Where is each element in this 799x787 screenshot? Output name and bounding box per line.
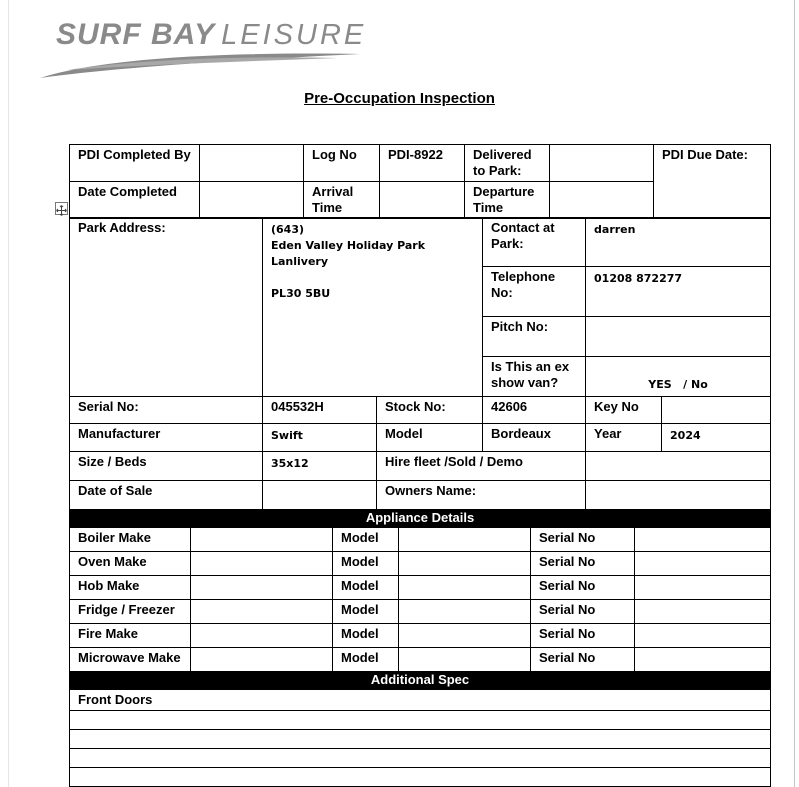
appliance-model-field[interactable] [399, 528, 531, 552]
contact-at-park-value[interactable]: darren [586, 218, 771, 267]
owners-name-label: Owners Name: [377, 481, 586, 510]
additional-spec-heading: Additional Spec [70, 672, 771, 690]
hire-fleet-sold-demo-label: Hire fleet /Sold / Demo [377, 452, 586, 481]
appliance-label: Fire Make [70, 624, 191, 648]
appliance-model-label: Model [333, 576, 399, 600]
date-completed-field[interactable] [200, 182, 304, 219]
pdi-completed-by-label: PDI Completed By [70, 145, 200, 182]
appliance-make-field[interactable] [191, 528, 333, 552]
front-doors-row[interactable]: Front Doors [70, 690, 771, 711]
address-line: Eden Valley Holiday Park [271, 239, 426, 252]
appliance-model-label: Model [333, 600, 399, 624]
appliance-model-label: Model [333, 552, 399, 576]
appliance-details-heading: Appliance Details [70, 510, 771, 528]
appliance-model-label: Model [333, 528, 399, 552]
manufacturer-label: Manufacturer [70, 424, 263, 452]
appliance-label: Fridge / Freezer [70, 600, 191, 624]
year-value[interactable]: 2024 [662, 424, 771, 452]
additional-spec-row[interactable] [70, 768, 771, 787]
serial-no-label: Serial No: [70, 397, 263, 424]
pitch-no-label: Pitch No: [483, 317, 586, 357]
key-no-label: Key No [586, 397, 662, 424]
logo-text-light: LEISURE [221, 19, 367, 51]
stock-no-value[interactable]: 42606 [483, 397, 586, 424]
appliance-make-field[interactable] [191, 648, 333, 672]
hire-fleet-sold-demo-field[interactable] [586, 452, 771, 481]
address-line: Lanlivery [271, 255, 329, 268]
appliance-label: Hob Make [70, 576, 191, 600]
ex-show-van-options[interactable] [586, 357, 771, 397]
table-move-handle-icon[interactable] [55, 202, 68, 215]
header-table [69, 144, 771, 219]
serial-no-value[interactable]: 045532H [263, 397, 377, 424]
logo-text-bold: SURF BAY [56, 18, 216, 51]
park-address-value[interactable] [263, 218, 483, 397]
page-right-edge [794, 0, 795, 787]
appliance-make-field[interactable] [191, 576, 333, 600]
address-line: (643) [271, 223, 305, 236]
pdi-due-date-label: PDI Due Date: [654, 145, 771, 219]
additional-spec-row[interactable] [70, 711, 771, 730]
appliance-serial-field[interactable] [635, 576, 771, 600]
additional-spec-row[interactable] [70, 730, 771, 749]
appliance-serial-field[interactable] [635, 600, 771, 624]
appliance-model-field[interactable] [399, 648, 531, 672]
pdi-completed-by-field[interactable] [200, 145, 304, 182]
log-no-value[interactable]: PDI-8922 [380, 145, 465, 182]
telephone-value[interactable]: 01208 872277 [586, 267, 771, 317]
appliance-model-label: Model [333, 648, 399, 672]
appliance-make-field[interactable] [191, 624, 333, 648]
model-value[interactable]: Bordeaux [483, 424, 586, 452]
manufacturer-value[interactable]: Swift [263, 424, 377, 452]
park-address-label: Park Address: [70, 218, 263, 397]
appliance-label: Boiler Make [70, 528, 191, 552]
stock-no-label: Stock No: [377, 397, 483, 424]
no-option[interactable]: / No [683, 378, 708, 391]
appliance-serial-field[interactable] [635, 552, 771, 576]
departure-time-label: Departure Time [465, 182, 550, 219]
appliance-serial-label: Serial No [531, 624, 635, 648]
arrival-time-field[interactable] [380, 182, 465, 219]
appliance-serial-label: Serial No [531, 648, 635, 672]
appliance-model-field[interactable] [399, 600, 531, 624]
delivered-to-park-field[interactable] [550, 145, 654, 182]
appliance-label: Oven Make [70, 552, 191, 576]
additional-spec-row[interactable] [70, 749, 771, 768]
appliance-serial-label: Serial No [531, 552, 635, 576]
appliance-serial-field[interactable] [635, 624, 771, 648]
appliance-make-field[interactable] [191, 600, 333, 624]
document-title: Pre-Occupation Inspection [304, 90, 495, 107]
page-left-margin [8, 0, 9, 787]
appliance-model-field[interactable] [399, 624, 531, 648]
telephone-label: Telephone No: [483, 267, 586, 317]
date-of-sale-field[interactable] [263, 481, 377, 510]
log-no-label: Log No [304, 145, 380, 182]
appliance-serial-field[interactable] [635, 648, 771, 672]
size-beds-value[interactable]: 35x12 [263, 452, 377, 481]
company-logo [38, 14, 368, 84]
arrival-time-label: Arrival Time [304, 182, 380, 219]
address-line [271, 270, 474, 286]
date-of-sale-label: Date of Sale [70, 481, 263, 510]
departure-time-field[interactable] [550, 182, 654, 219]
yes-option[interactable]: YES [648, 378, 672, 391]
size-beds-label: Size / Beds [70, 452, 263, 481]
appliance-serial-label: Serial No [531, 528, 635, 552]
date-completed-label: Date Completed [70, 182, 200, 219]
model-label: Model [377, 424, 483, 452]
address-line: PL30 5BU [271, 287, 331, 300]
owners-name-field[interactable] [586, 481, 771, 510]
appliance-serial-label: Serial No [531, 576, 635, 600]
logo-swoosh-icon [38, 50, 363, 82]
pitch-no-field[interactable] [586, 317, 771, 357]
appliance-make-field[interactable] [191, 552, 333, 576]
appliance-model-field[interactable] [399, 552, 531, 576]
ex-show-van-label: Is This an ex show van? [483, 357, 586, 397]
year-label: Year [586, 424, 662, 452]
appliance-table [69, 509, 771, 787]
appliance-serial-field[interactable] [635, 528, 771, 552]
appliance-model-label: Model [333, 624, 399, 648]
appliance-serial-label: Serial No [531, 600, 635, 624]
delivered-to-park-label: Delivered to Park: [465, 145, 550, 182]
key-no-field[interactable] [662, 397, 771, 424]
park-details-table [69, 217, 771, 510]
contact-at-park-label: Contact at Park: [483, 218, 586, 267]
appliance-label: Microwave Make [70, 648, 191, 672]
appliance-model-field[interactable] [399, 576, 531, 600]
